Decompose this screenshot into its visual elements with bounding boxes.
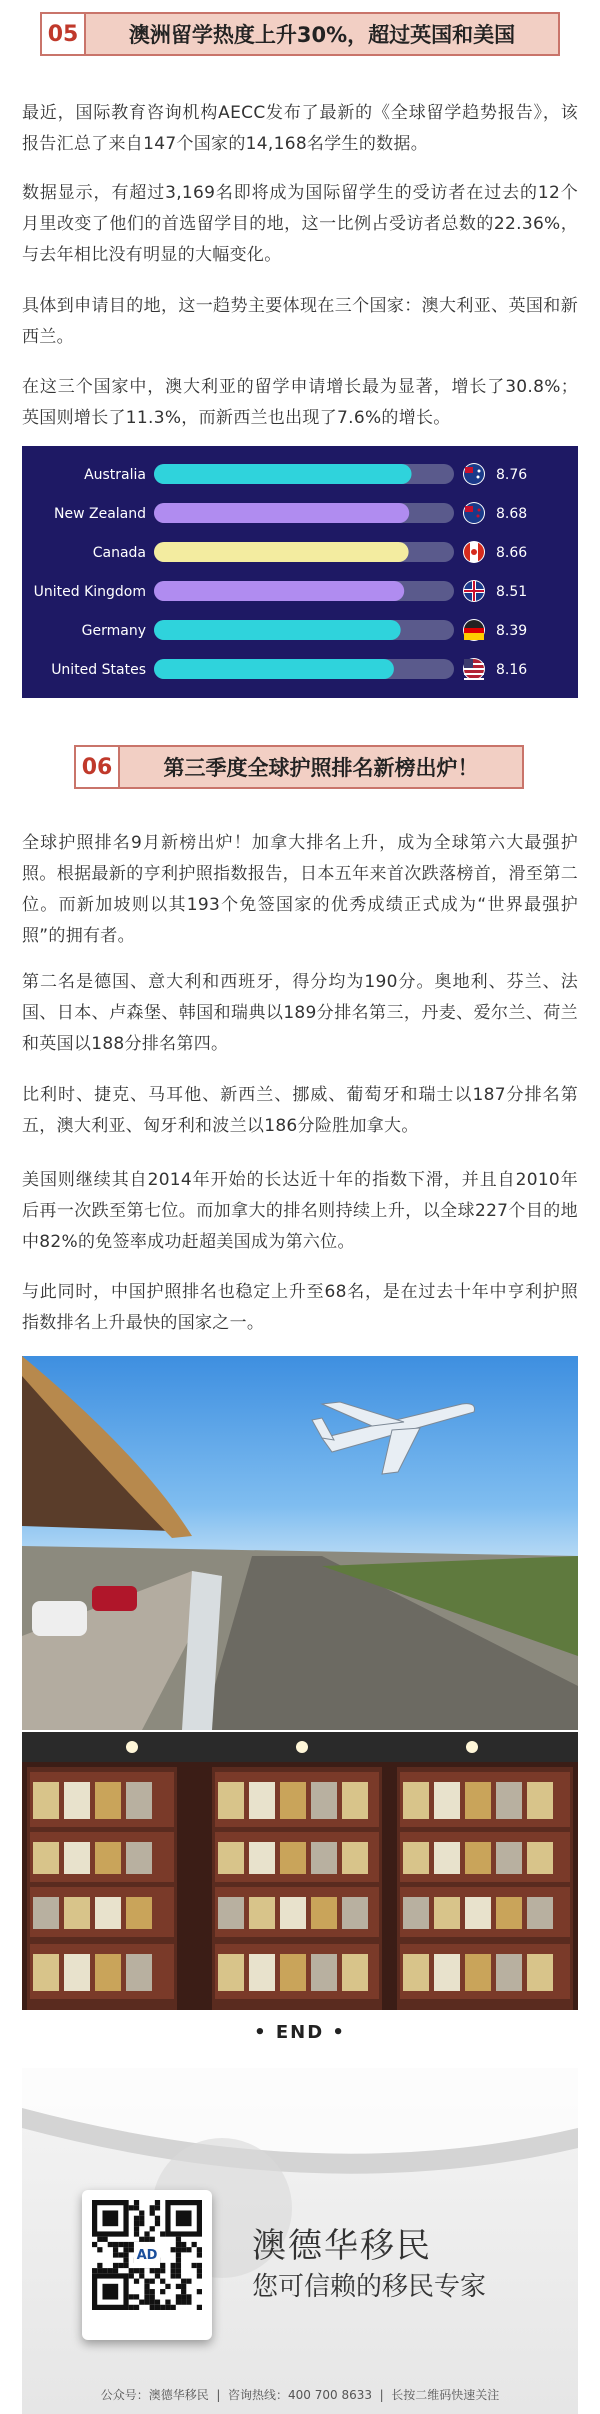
banner-footer: 公众号：澳德华移民 | 咨询热线：400 700 8633 | 长按二维码快速关注 (100, 2388, 500, 2402)
section-number: 06 (76, 747, 120, 787)
united-states-flag-icon (463, 658, 485, 680)
value-label: 8.51 (496, 584, 528, 600)
qr-code-card[interactable] (82, 2190, 212, 2340)
qr-logo-badge: AD (134, 2242, 160, 2268)
value-label: 8.76 (496, 467, 528, 483)
company-slogan: 您可信赖的移民专家 (252, 2272, 487, 2302)
category-label: Australia (84, 467, 146, 483)
bar (154, 620, 401, 640)
end-marker: • END • (254, 2022, 346, 2043)
united-kingdom-flag-icon (463, 580, 485, 602)
category-label: United Kingdom (33, 584, 146, 600)
category-label: Germany (81, 623, 146, 639)
bar (154, 464, 412, 484)
destination-rating-chart (22, 446, 578, 698)
bar (154, 542, 409, 562)
section-05-header (40, 12, 560, 56)
company-name: 澳德华移民 (252, 2226, 432, 2266)
paragraph: 具体到申请目的地，这一趋势主要体现在三个国家：澳大利亚、英国和新西兰。 (22, 296, 578, 347)
bar (154, 581, 404, 601)
category-label: New Zealand (54, 506, 146, 522)
awards-shelf-photo (22, 1732, 578, 2010)
new-zealand-flag-icon (463, 502, 485, 524)
australia-flag-icon (463, 463, 485, 485)
airport-photo (22, 1356, 578, 1730)
value-label: 8.66 (496, 545, 528, 561)
bar (154, 659, 394, 679)
paragraph: 全球护照排名9月新榜出炉！加拿大排名上升，成为全球第六大最强护照。根据最新的亨利护照指数报告，日本五年来首次跌落榜首，滑至第二位。而新加坡则以其193个免签国家的优秀成绩正式成为“世界最强护照”的拥有者。 (22, 833, 578, 946)
canada-flag-icon (463, 541, 485, 563)
value-label: 8.39 (496, 623, 528, 639)
paragraph: 数据显示，有超过3,169名即将成为国际留学生的受访者在过去的12个月里改变了他们的首选留学目的地，这一比例占受访者总数的22.36%，与去年相比没有明显的大幅变化。 (22, 183, 578, 265)
paragraph: 第二名是德国、意大利和西班牙，得分均为190分。奥地利、芬兰、法国、日本、卢森堡、韩国和瑞典以189分排名第三，丹麦、爱尔兰、荷兰和英国以188分排名第四。 (22, 972, 578, 1054)
company-banner (22, 2068, 578, 2414)
value-label: 8.68 (496, 506, 528, 522)
paragraph: 美国则继续其自2014年开始的长达近十年的指数下滑，并且自2010年后再一次跌至第七位。而加拿大的排名则持续上升，以全球227个目的地中82%的免签率成功赶超美国成为第六位。 (22, 1170, 578, 1252)
value-label: 8.16 (496, 662, 528, 678)
category-label: United States (51, 662, 146, 678)
germany-flag-icon (463, 619, 485, 641)
paragraph: 比利时、捷克、马耳他、新西兰、挪威、葡萄牙和瑞士以187分排名第五，澳大利亚、匈牙利和波兰以186分险胜加拿大。 (22, 1085, 578, 1136)
bar (154, 503, 409, 523)
paragraph: 在这三个国家中，澳大利亚的留学申请增长最为显著，增长了30.8%；英国则增长了11.3%，而新西兰也出现了7.6%的增长。 (22, 377, 578, 428)
paragraph: 与此同时，中国护照排名也稳定上升至68名，是在过去十年中亨利护照指数排名上升最快的国家之一。 (22, 1282, 578, 1333)
category-label: Canada (92, 545, 146, 561)
section-number: 05 (42, 14, 86, 54)
section-06-header (74, 745, 524, 789)
section-title: 第三季度全球护照排名新榜出炉！ (163, 756, 479, 780)
paragraph: 最近，国际教育咨询机构AECC发布了最新的《全球留学趋势报告》，该报告汇总了来自147个国家的14,168名学生的数据。 (22, 103, 578, 154)
section-title: 澳洲留学热度上升30%，超过英国和美国 (128, 23, 516, 47)
